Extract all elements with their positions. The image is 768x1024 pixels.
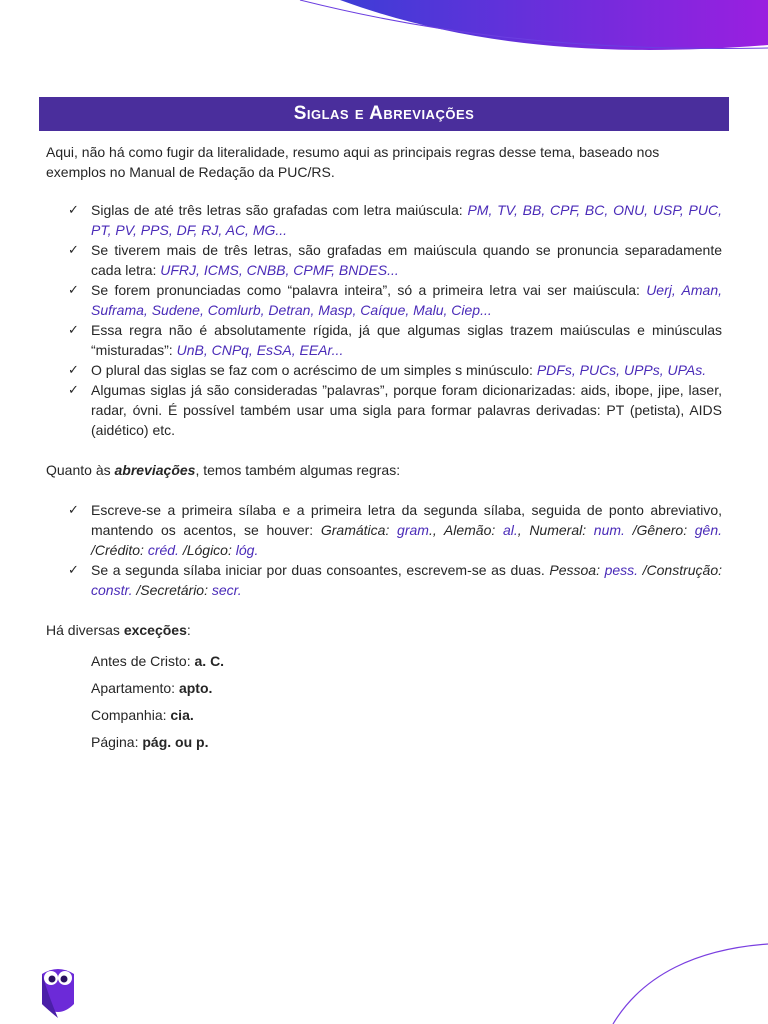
checkmark-icon: ✓	[68, 242, 79, 257]
checkmark-icon: ✓	[68, 322, 79, 337]
checkmark-icon: ✓	[68, 502, 79, 517]
checkmark-icon: ✓	[68, 562, 79, 577]
footer-wave-decoration	[598, 934, 768, 1024]
owl-logo-icon	[40, 960, 76, 1020]
excecao-item: Companhia: cia.	[91, 707, 194, 723]
checkmark-icon: ✓	[68, 282, 79, 297]
excecao-item: Antes de Cristo: a. C.	[91, 653, 225, 669]
abreviacao-rule: ✓ Se a segunda sílaba iniciar por duas consoantes, escrevem-se as duas. Pessoa: pess. /Construção: constr. /Secretário: secr.	[68, 562, 722, 598]
abreviacao-rule: ✓ Escreve-se a primeira sílaba e a primeira letra da segunda sílaba, seguida de ponto abreviativo, mantendo os acentos, se houver: Gramática: gram., Alemão: al., Numeral: num. /Gênero: gên. /Crédito: créd. /Lógico: lóg.	[68, 502, 723, 558]
checkmark-icon: ✓	[68, 362, 79, 377]
abreviacoes-intro: Quanto às abreviações, temos também algumas regras:	[46, 462, 401, 478]
checkmark-icon: ✓	[68, 382, 79, 397]
excecoes-list	[46, 648, 722, 756]
checkmark-icon: ✓	[68, 202, 79, 217]
abreviacoes-rules-list	[46, 500, 722, 600]
siglas-rule: ✓ Algumas siglas já são consideradas ”palavras”, porque foram dicionarizadas: aids, ibope, jipe, laser, radar, óvni. É possível também usar uma sigla para formar palavras derivadas: PT (petista), AIDS (aidético) etc.	[68, 382, 722, 438]
intro-paragraph: Aqui, não há como fugir da literalidade, resumo aqui as principais regras desse tema, baseado nos exemplos no Manual de Redação da PUC/RS.	[46, 144, 660, 180]
excecao-item: Apartamento: apto.	[91, 680, 213, 696]
excecao-item: Página: pág. ou p.	[91, 734, 209, 750]
siglas-rules-list	[46, 200, 722, 440]
siglas-rule: ✓ Se forem pronunciadas como “palavra inteira”, só a primeira letra vai ser maiúscula: Uerj, Aman, Suframa, Sudene, Comlurb, Detran, Masp, Caíque, Malu, Ciep...	[68, 282, 723, 318]
document-body	[46, 142, 722, 756]
section-title-bar	[39, 97, 729, 131]
section-title: Siglas e Abreviações	[293, 103, 475, 124]
siglas-rule: ✓ Se tiverem mais de três letras, são grafadas em maiúscula quando se pronuncia separadamente cada letra: UFRJ, ICMS, CNBB, CPMF, BNDES...	[68, 242, 722, 278]
excecoes-intro: Há diversas exceções:	[46, 622, 191, 638]
siglas-rule: ✓ O plural das siglas se faz com o acréscimo de um simples s minúsculo: PDFs, PUCs, UPPs, UPAs.	[68, 362, 707, 378]
header-wave-decoration	[0, 0, 768, 70]
siglas-rule: ✓ Siglas de até três letras são grafadas com letra maiúscula: PM, TV, BB, CPF, BC, ONU, USP, PUC, PT, PV, PPS, DF, RJ, AC, MG...	[68, 202, 722, 238]
siglas-rule: ✓ Essa regra não é absolutamente rígida, já que algumas siglas trazem maiúsculas e minúsculas “misturadas”: UnB, CNPq, EsSA, EEAr...	[68, 322, 722, 358]
